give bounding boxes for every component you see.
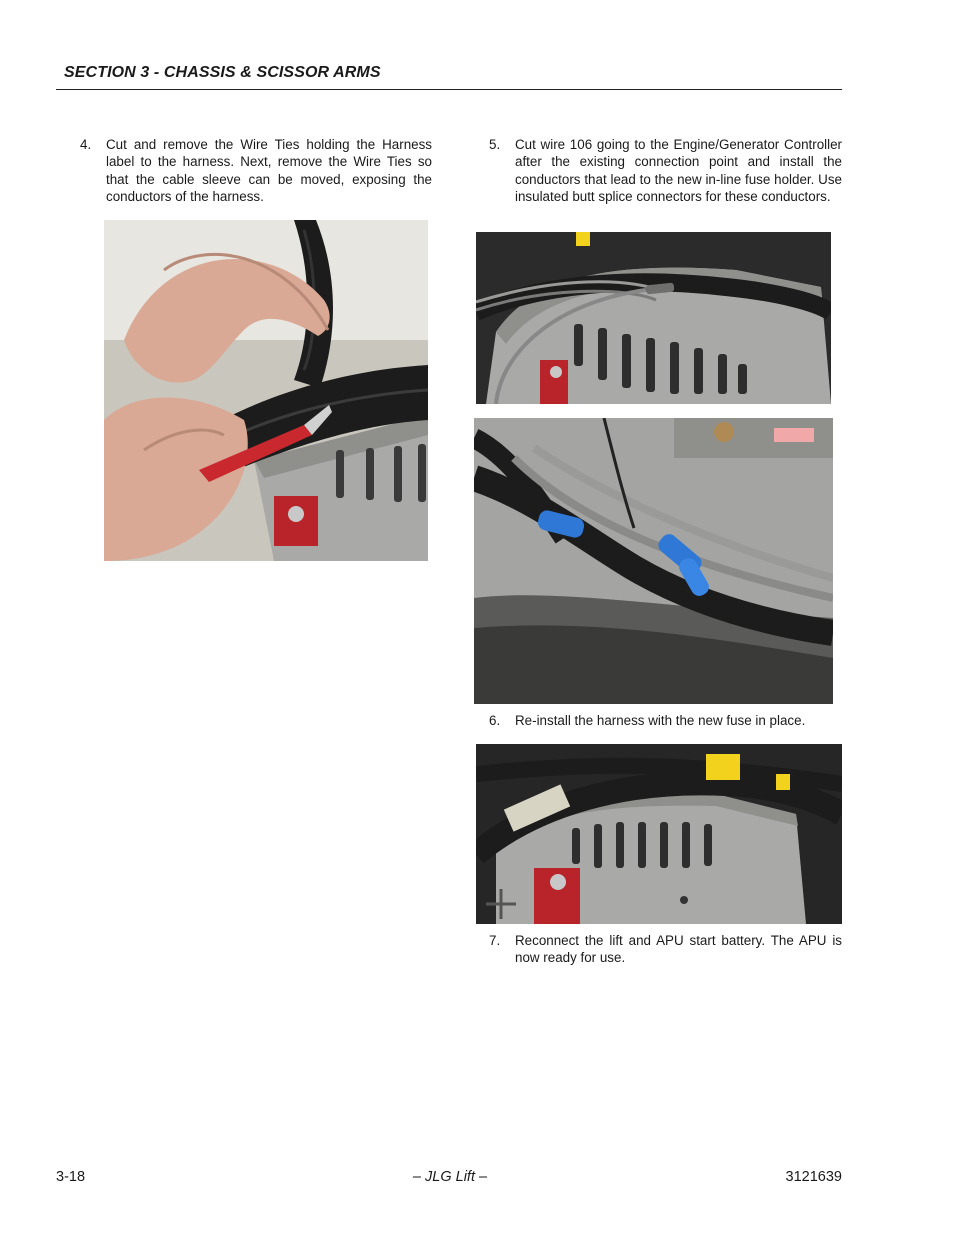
photo-harness-reinstalled: [476, 744, 842, 924]
step-7: [489, 932, 842, 970]
step-4: [80, 136, 432, 208]
photo-cutting-wire-ties: [104, 220, 428, 561]
footer-center-label: – JLG Lift –: [412, 1169, 488, 1185]
step-6-text: Re-install the harness with the new fuse in place.: [515, 713, 806, 728]
step-5-text: Cut wire 106 going to the Engine/Generator Controller after the existing connection point and install the conductors that lead to the new in-line fuse holder. Use insulated butt splice connectors for these conductors.: [515, 137, 842, 205]
photo-cut-wire-106: [476, 232, 831, 404]
step-5: [489, 136, 842, 224]
footer-page-number: 3-18: [56, 1169, 86, 1185]
section-header: SECTION 3 - CHASSIS & SCISSOR ARMS: [64, 64, 381, 81]
step-6-number: 6.: [489, 713, 501, 728]
step-7-number: 7.: [489, 933, 501, 948]
header-rule: [56, 89, 842, 90]
step-4-text: Cut and remove the Wire Ties holding the Harness label to the harness. Next, remove the Wire Ties so that the cable sleeve can be moved, exposing the conductors of the harness.: [106, 137, 432, 205]
step-5-number: 5.: [489, 137, 501, 152]
step-7-text: Reconnect the lift and APU start battery. The APU is now ready for use.: [515, 933, 842, 966]
step-4-number: 4.: [80, 137, 92, 152]
footer-doc-number: 3121639: [785, 1169, 842, 1185]
step-6: [489, 712, 842, 732]
photo-butt-splice-connectors: [474, 418, 833, 704]
